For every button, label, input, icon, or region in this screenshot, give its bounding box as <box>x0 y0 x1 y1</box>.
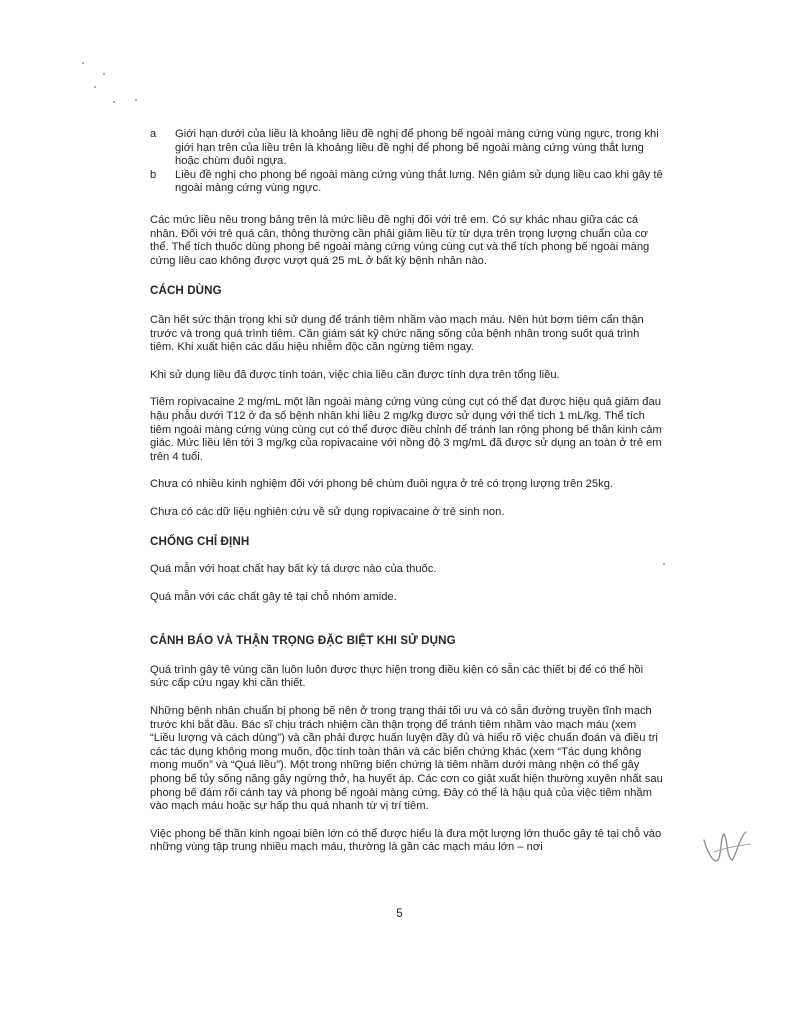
contraindications-paragraph: Quá mẫn với các chất gây tê tại chỗ nhóm amide. <box>150 590 397 603</box>
scan-speck <box>135 99 137 101</box>
usage-paragraph: Tiêm ropivacaine 2 mg/mL một lần ngoài màng cứng vùng cùng cụt có thể đạt được hiệu quả giảm đau hậu phẫu dưới T12 ở đa số bệnh nhân khi liều 2 mg/kg được sử dụng với thể tích 1 mL/kg. Thể tích tiêm ngoài màng cứng vùng cùng cụt có thể được điều chỉnh để tránh lan rộng phong bế thần kinh cảm giác. Mức liều lên tới 3 mg/kg của ropivacaine với nồng độ 3 mg/mL đã được sử dụng an toàn ở trẻ em trên 4 tuổi. <box>150 396 662 463</box>
usage-paragraph: Cần hết sức thận trọng khi sử dụng để tránh tiêm nhầm vào mạch máu. Nên hút bơm tiêm cẩn thận trước và trong quá trình tiêm. Cần giám sát kỹ chức năng sống của bệnh nhân trong suốt quá trình tiêm. Khi xuất hiện các dấu hiệu nhiễm độc cần ngừng tiêm ngay. <box>150 313 644 354</box>
document-body <box>150 128 664 855</box>
contraindications-heading: CHỐNG CHỈ ĐỊNH <box>150 535 250 549</box>
scan-speck <box>82 62 84 64</box>
footnote-a <box>150 128 664 169</box>
contraindications-paragraph: Quá mẫn với hoạt chất hay bất kỳ tá dược nào của thuốc. <box>150 563 437 576</box>
usage-paragraph: Chưa có các dữ liệu nghiên cứu về sử dụng ropivacaine ở trẻ sinh non. <box>150 505 505 518</box>
page-number: 5 <box>396 908 403 920</box>
warnings-paragraph: Những bệnh nhân chuẩn bị phong bế nên ở trong trạng thái tối ưu và có sẵn đường truyền tĩnh mạch trước khi bắt đầu. Bác sĩ chịu trách nhiệm cần thận trọng để tránh tiêm nhầm vào mạch máu (xem “Liều lượng và cách dùng”) và cần phải được huấn luyện đầy đủ và hiểu rõ việc chuẩn đoán và điều trị các tác dụng không mong muốn, độc tính toàn thân và các biến chứng khác (xem “Tác dụng không mong muốn” và “Quá liều”). Một trong những biến chứng là tiêm nhầm dưới màng nhện có thể gây phong bế tủy sống năng gây ngừng thở, hạ huyết áp. Các cơn co giật xuất hiện thường xuyên nhất sau phong bế đám rối cánh tay và phong bế ngoài màng cứng. Đây có thể là hậu quả của việc tiêm nhầm vào mạch máu hoặc sự hấp thu quá nhanh từ vị trí tiêm. <box>150 705 663 813</box>
handwritten-signature-icon <box>700 826 766 868</box>
footnote-text: Liều đề nghị cho phong bế ngoài màng cứng vùng thắt lưng. Nên giảm sử dụng liều cao khi gây tê ngoài màng cứng vùng ngực. <box>175 168 663 195</box>
usage-paragraph: Khi sử dụng liều đã được tính toán, việc chia liều cần được tính dựa trên tổng liều. <box>150 368 560 381</box>
footnote-mark: b <box>150 168 157 181</box>
footnote-text: Giới hạn dưới của liều là khoảng liều đề nghị để phong bế ngoài màng cứng vùng ngực, trong khi giới hạn trên của liều trên là khoảng liều đề nghị để phong bế ngoài màng cứng vùng thắt lưng hoặc chùm đuôi ngựa. <box>175 128 659 168</box>
usage-paragraph: Chưa có nhiều kinh nghiệm đối với phong bế chùm đuôi ngựa ở trẻ có trọng lượng trên 25kg. <box>150 478 614 491</box>
scan-speck <box>103 73 105 75</box>
footnote-b <box>150 169 664 196</box>
warnings-heading: CẢNH BÁO VÀ THẬN TRỌNG ĐẶC BIỆT KHI SỬ DỤNG <box>150 634 456 648</box>
scan-speck <box>113 101 115 103</box>
intro-paragraph: Các mức liều nêu trong bảng trên là mức liều đề nghị đối với trẻ em. Có sự khác nhau giữa các cá nhân. Đối với trẻ quá cân, thông thường cần phải giảm liều từ từ dựa trên trọng lượng chuẩn của cơ thể. Thể tích thuốc dùng phong bế ngoài màng cứng vùng cùng cụt và thể tích phong bế ngoài màng cứng liều cao không được vượt quá 25 mL ở bất kỳ bệnh nhân nào. <box>150 213 650 267</box>
scan-speck <box>94 86 96 88</box>
warnings-paragraph: Việc phong bế thần kinh ngoại biên lớn có thể được hiểu là đưa một lượng lớn thuốc gây tê tại chỗ vào những vùng tập trung nhiều mạch máu, thường là gần các mạch máu lớn – nơi <box>150 827 662 854</box>
warnings-paragraph: Quá trình gây tê vùng cần luôn luôn được thực hiện trong điều kiện có sẵn các thiết bị để có thể hồi sức cấp cứu ngay khi cần thiết. <box>150 663 644 690</box>
usage-heading: CÁCH DÙNG <box>150 284 222 298</box>
footnote-mark: a <box>150 128 157 140</box>
